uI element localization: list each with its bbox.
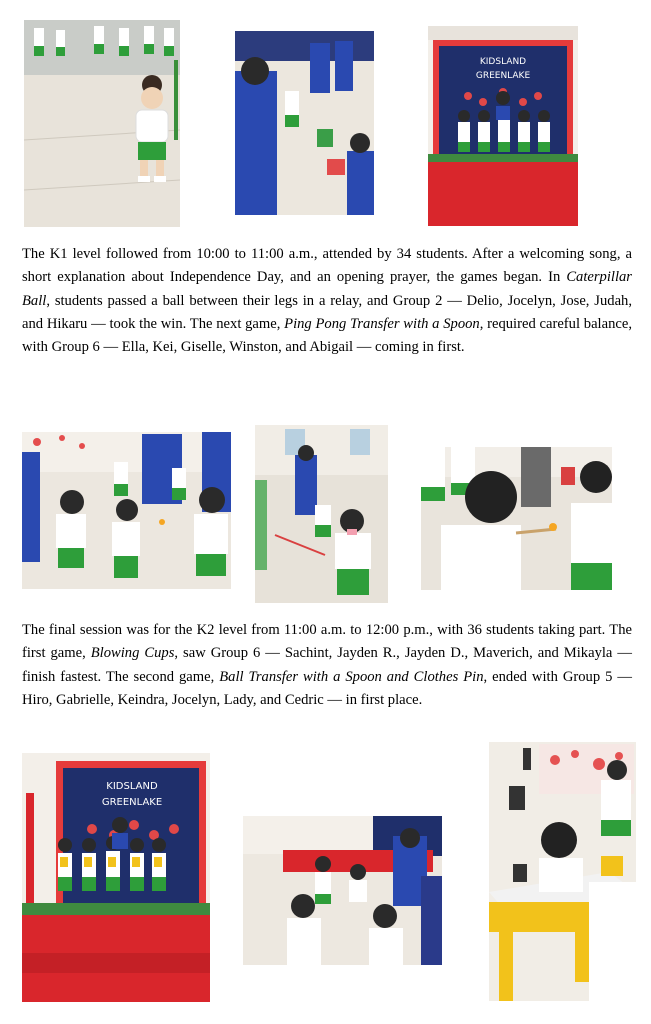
photo-caterpillar-hall (24, 20, 180, 227)
stage-banner-k2-line2: GREENLAKE (101, 797, 163, 808)
paragraph-k1-text-3: , required careful balance, with Group 6 — Ella, Kei, Giselle, Winston, and Abigail — coming in first. (22, 315, 632, 356)
photo-stage-group-k1 (428, 26, 578, 226)
stage-banner-line1: KIDSLAND (479, 57, 527, 67)
paragraph-k1-text-2: , students passed a ball between their legs in a relay, and Group 2 — Delio, Jocelyn, Jose, Judah, and Hikaru — took the win. The next game, (22, 292, 632, 332)
game-ping-pong-transfer: Ping Pong Transfer with a Spoon (284, 315, 480, 332)
game-ball-transfer-spoon-clothes-pin: Ball Transfer with a Spoon and Clothes Pin (219, 668, 484, 685)
paragraph-k2-text-1: The final session was for the K2 level from 11:00 a.m. to 12:00 p.m., with 36 students taking part. The first game, (22, 622, 632, 662)
photo-spoon-relay-classroom (22, 432, 231, 589)
paragraph-k2 (22, 619, 632, 712)
photo-blowing-cups-closeup (489, 742, 636, 1001)
photo-spoon-relay-line (255, 425, 388, 603)
paragraph-k1-text-1: The K1 level followed from 10:00 to 11:00 a.m., attended by 34 students. After a welcoming song, a short explanation about Independence Day, and an opening prayer, the games began. In (22, 246, 632, 286)
photo-ball-relay (235, 31, 374, 215)
photo-spoon-closeup (421, 447, 612, 590)
stage-banner-k2-line1: KIDSLAND (106, 781, 158, 792)
photo-stage-group-k2 (22, 753, 210, 1002)
paragraph-k2-text-3: , ended with Group 5 — Hiro, Gabrielle, Keindra, Jocelyn, Lady, and Cedric — in first place. (22, 668, 632, 708)
game-caterpillar-ball: Caterpillar Ball (22, 269, 632, 309)
paragraph-k1 (22, 243, 632, 359)
photo-blowing-cups-table (243, 816, 442, 965)
stage-banner-line2: GREENLAKE (475, 71, 531, 81)
game-blowing-cups: Blowing Cups (90, 645, 175, 662)
paragraph-k2-text-2: , saw Group 6 — Sachint, Jayden R., Jayden D., Maverich, and Mikayla — finish fastest. The second game, (22, 645, 632, 685)
